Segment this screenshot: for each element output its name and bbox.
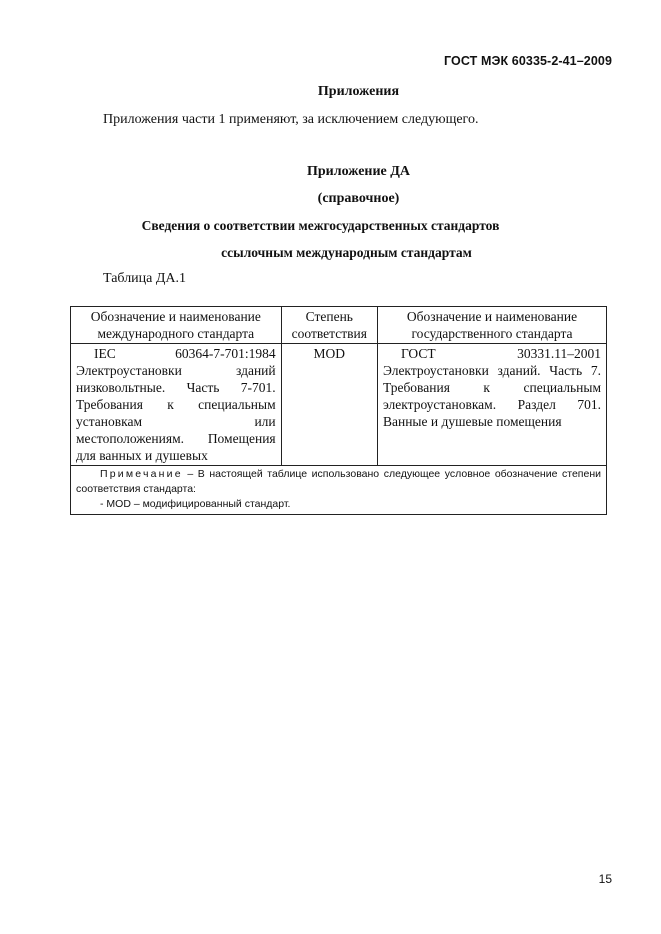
table-label: Таблица ДА.1 bbox=[103, 271, 187, 286]
table-row bbox=[71, 344, 607, 466]
header-national-standard: Обозначение и наименование государственного стандарта bbox=[377, 307, 606, 344]
header-degree-of-correspondence: Степень соответствия bbox=[281, 307, 377, 344]
annex-title: Приложение ДА bbox=[306, 164, 411, 179]
cell-international-standard: IEC 60364-7-701:1984 Электроустановки зданий низковольтные. Часть 7-701. Требования к специальным установкам или местоположениям. Помещения для ванных и душевых bbox=[71, 344, 282, 466]
table-note bbox=[71, 466, 607, 515]
appendices-title: Приложения bbox=[317, 84, 400, 99]
page-number: 15 bbox=[598, 872, 612, 886]
note-label: Примечание bbox=[100, 468, 183, 480]
note-paragraph bbox=[76, 467, 601, 497]
table-note-row bbox=[71, 466, 607, 515]
cell-national-standard: ГОСТ 30331.11–2001 Электроустановки зданий. Часть 7. Требования к специальным электроустановкам. Раздел 701. Ванные и душевые помещения bbox=[377, 344, 606, 466]
note-item: - MOD – модифицированный стандарт. bbox=[100, 498, 291, 510]
note-text: – В настоящей таблице использовано следующее условное обозначение степени соответствия стандарта: bbox=[76, 468, 601, 495]
appendices-text: Приложения части 1 применяют, за исключением следующего. bbox=[103, 112, 479, 127]
annex-status: (справочное) bbox=[317, 191, 400, 206]
annex-heading-line2: ссылочным международным стандартам bbox=[221, 245, 472, 260]
header-international-standard: Обозначение и наименование международного стандарта bbox=[71, 307, 282, 344]
annex-heading-line1: Сведения о соответствии межгосударственных стандартов bbox=[141, 218, 500, 233]
table-header-row bbox=[71, 307, 607, 344]
correspondence-table bbox=[70, 306, 607, 515]
cell-degree-of-correspondence: MOD bbox=[281, 344, 377, 466]
standard-code: ГОСТ МЭК 60335-2-41–2009 bbox=[444, 54, 612, 68]
